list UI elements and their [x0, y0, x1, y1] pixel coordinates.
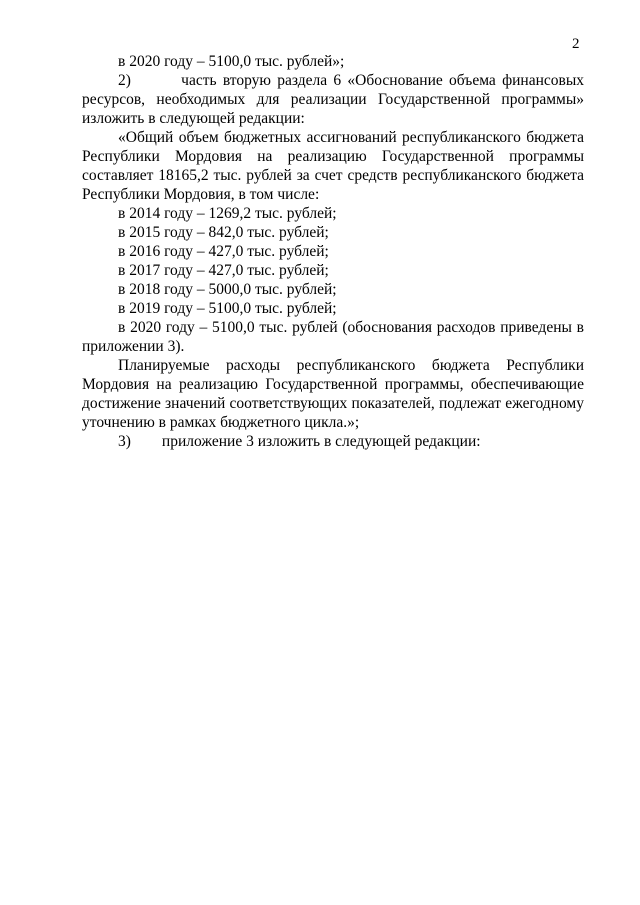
item-3 — [82, 432, 584, 451]
year-2018-line: в 2018 году – 5000,0 тыс. рублей; — [118, 281, 337, 298]
year-2019-line: в 2019 году – 5100,0 тыс. рублей; — [118, 300, 337, 317]
document-body — [82, 52, 584, 451]
planned-expenses-paragraph: Планируемые расходы республиканского бюджета Республики Мордовия на реализацию Государственной программы, обеспечивающие достижение значений соответствующих показателей, подлежат ежегодному уточнению в рамках бюджетного цикла.»; — [82, 357, 584, 431]
item-3-number: 3) — [118, 433, 131, 450]
item-2-number: 2) — [118, 72, 131, 89]
item-3-text: приложение 3 изложить в следующей редакции: — [161, 433, 481, 450]
item-2-text: часть вторую раздела 6 «Обоснование объема финансовых ресурсов, необходимых для реализации Государственной программы» изложить в следующей редакции: — [82, 72, 584, 127]
year-2014-line: в 2014 году – 1269,2 тыс. рублей; — [118, 205, 337, 222]
year-2020-line-final: в 2020 году – 5100,0 тыс. рублей (обоснования расходов приведены в приложении 3). — [82, 319, 584, 355]
year-2015-line: в 2015 году – 842,0 тыс. рублей; — [118, 224, 329, 241]
page-number: 2 — [572, 36, 580, 52]
year-2020-line: в 2020 году – 5100,0 тыс. рублей»; — [118, 53, 345, 70]
year-2017-line: в 2017 году – 427,0 тыс. рублей; — [118, 262, 329, 279]
year-2016-line: в 2016 году – 427,0 тыс. рублей; — [118, 243, 329, 260]
quote-intro: «Общий объем бюджетных ассигнований республиканского бюджета Республики Мордовия на реализацию Государственной программы составляет 18165,2 тыс. рублей за счет средств республиканского бюджета Республики Мордовия, в том числе: — [82, 129, 584, 203]
item-2 — [82, 71, 584, 128]
